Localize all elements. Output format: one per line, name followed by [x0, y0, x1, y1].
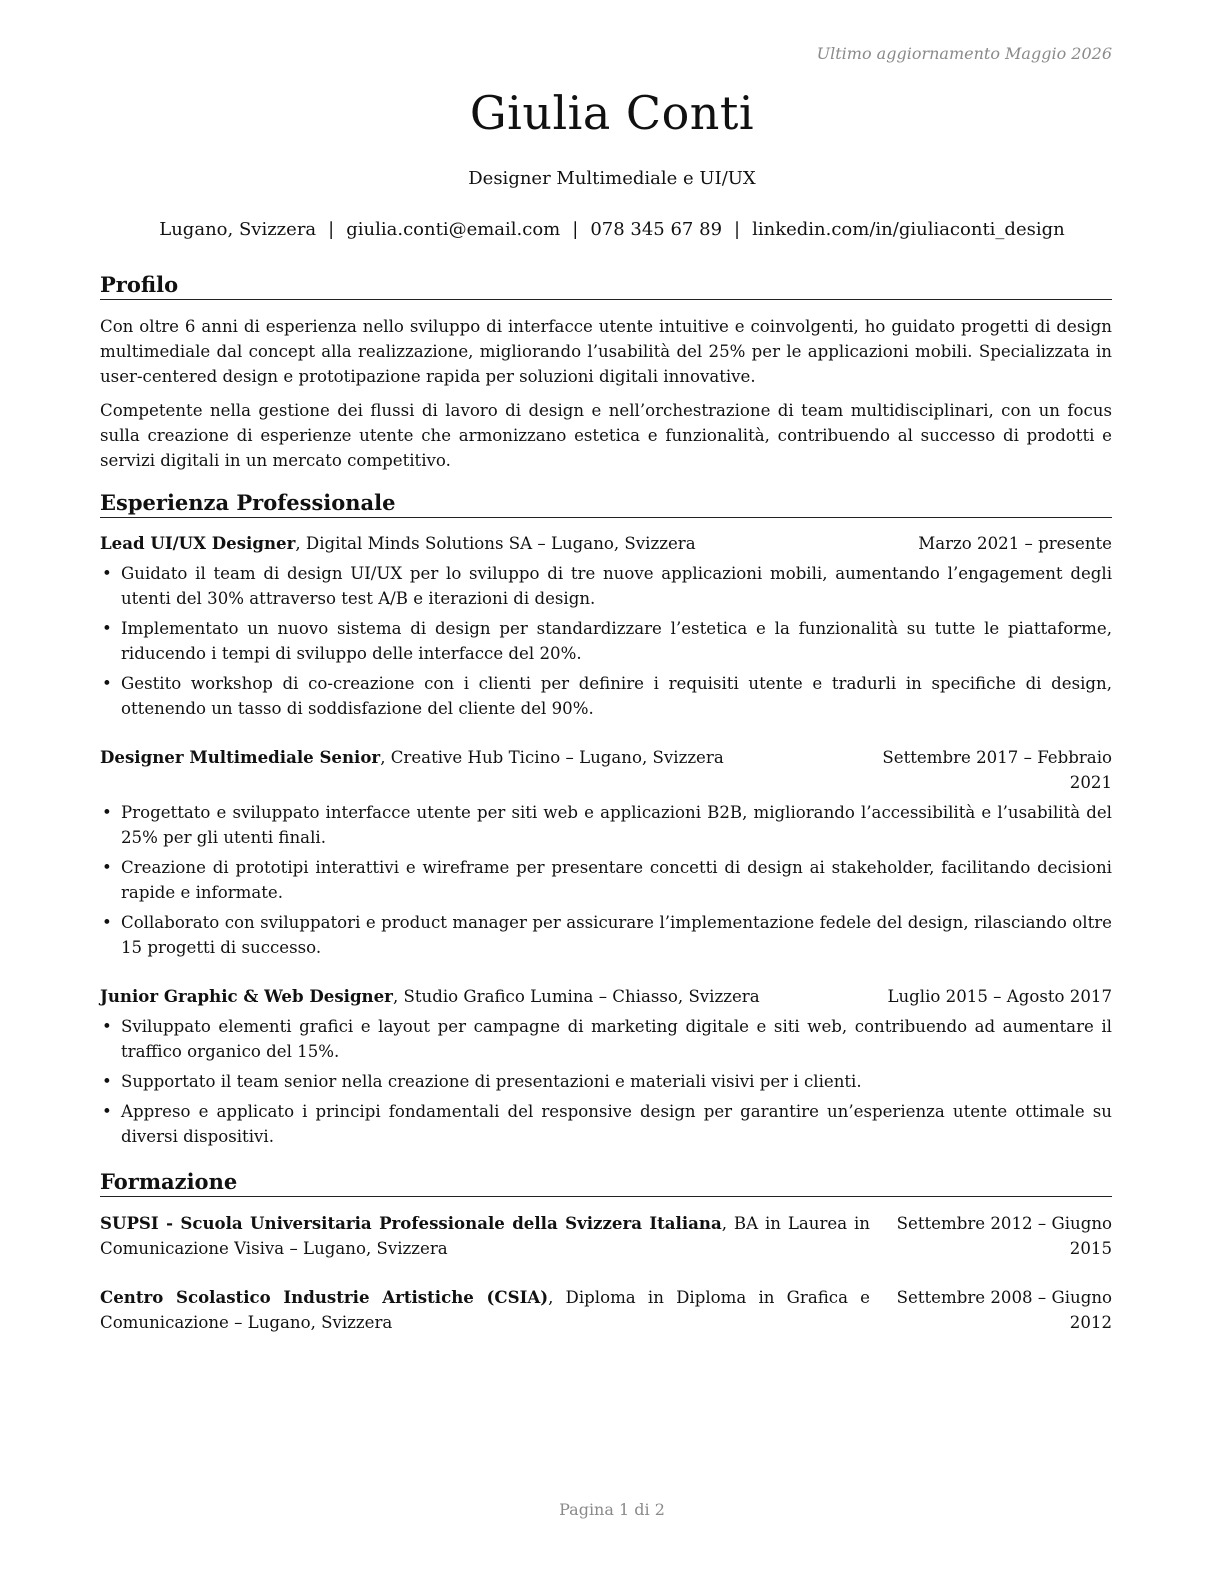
degree-detail: , BA in Laurea in Comunicazione Visiva – Lugano, Svizzera [100, 1214, 870, 1258]
education-section [100, 1169, 1112, 1335]
job-header [100, 984, 1112, 1009]
job-bullet: • Guidato il team di design UI/UX per lo sviluppo di tre nuove applicazioni mobili, aumentando l’engagement degli utenti del 30% attraverso test A/B e iterazioni di design. [100, 561, 1112, 611]
location: Lugano, Svizzera [159, 219, 317, 240]
profile-paragraph: Con oltre 6 anni di esperienza nello sviluppo di interfacce utente intuitive e coinvolgenti, ho guidato progetti di design multimediale dal concept alla realizzazione, migliorando l’usabilità del 25% per le applicazioni mobili. Specializzata in user-centered design e prototipazione rapida per soluzioni digitali innovative. [100, 317, 1112, 386]
separator: | [572, 219, 579, 240]
separator: | [328, 219, 335, 240]
job-bullet: • Collaborato con sviluppatori e product manager per assicurare l’implementazione fedele del design, rilasciando oltre 15 progetti di successo. [100, 910, 1112, 960]
job-company: , Digital Minds Solutions SA – Lugano, Svizzera [295, 534, 696, 553]
job-header [100, 531, 1112, 556]
candidate-name: Giulia Conti [469, 86, 755, 140]
education-entry [100, 1285, 1112, 1335]
candidate-title: Designer Multimediale e UI/UX [468, 168, 756, 189]
job-bullet: • Supportato il team senior nella creazione di presentazioni e materiali visivi per i clienti. [100, 1069, 1112, 1094]
school-name: SUPSI - Scuola Universitaria Professionale della Svizzera Italiana [100, 1213, 722, 1233]
education-dates: Settembre 2012 – Giugno 2015 [896, 1214, 1112, 1258]
job-dates: Settembre 2017 – Febbraio 2021 [882, 748, 1112, 792]
job-role: Lead UI/UX Designer [100, 533, 296, 553]
job-dates: Marzo 2021 – presente [918, 534, 1112, 553]
experience-section [100, 490, 1112, 1149]
job-bullet: • Appreso e applicato i principi fondamentali del responsive design per garantire un’esperienza utente ottimale su diversi dispositivi. [100, 1099, 1112, 1149]
job-bullet: • Implementato un nuovo sistema di design per standardizzare l’estetica e la funzionalità su tutte le piattaforme, riducendo i tempi di sviluppo delle interfacce del 20%. [100, 616, 1112, 666]
job-bullet: • Progettato e sviluppato interfacce utente per siti web e applicazioni B2B, migliorando l’accessibilità e l’usabilità del 25% per gli utenti finali. [100, 800, 1112, 850]
last-updated-note: Ultimo aggiornamento Maggio 2026 [816, 44, 1112, 63]
education-dates: Settembre 2008 – Giugno 2012 [896, 1288, 1112, 1332]
job-bullet: • Gestito workshop di co-creazione con i clienti per definire i requisiti utente e tradurli in specifiche di design, ottenendo un tasso di soddisfazione del cliente del 90%. [100, 671, 1112, 721]
job-entry [100, 531, 1112, 721]
job-role: Junior Graphic & Web Designer [100, 986, 393, 1006]
job-dates: Luglio 2015 – Agosto 2017 [887, 987, 1112, 1006]
education-entry [100, 1211, 1112, 1261]
contact-line [0, 219, 1224, 240]
job-company: , Studio Grafico Lumina – Chiasso, Svizzera [392, 987, 760, 1006]
job-header [100, 745, 1112, 795]
section-title-education: Formazione [100, 1169, 1112, 1197]
job-bullet: • Creazione di prototipi interattivi e wireframe per presentare concetti di design ai stakeholder, facilitando decisioni rapide e informate. [100, 855, 1112, 905]
separator: | [734, 219, 741, 240]
profile-section [100, 272, 1112, 473]
phone-number: 078 345 67 89 [590, 219, 723, 240]
job-role: Designer Multimediale Senior [100, 747, 381, 767]
linkedin-link[interactable]: linkedin.com/in/giuliaconti_design [752, 219, 1065, 240]
job-bullets [100, 1014, 1112, 1149]
job-bullet: • Sviluppato elementi grafici e layout per campagne di marketing digitale e siti web, contribuendo ad aumentare il traffico organico del 15%. [100, 1014, 1112, 1064]
job-entry [100, 745, 1112, 960]
degree-detail: , Diploma in Diploma in Grafica e Comunicazione – Lugano, Svizzera [100, 1288, 870, 1332]
school-name: Centro Scolastico Industrie Artistiche (CSIA) [100, 1287, 549, 1307]
profile-paragraph: Competente nella gestione dei flussi di lavoro di design e nell’orchestrazione di team multidisciplinari, con un focus sulla creazione di esperienze utente che armonizzano estetica e funzionalità, contribuendo al successo di prodotti e servizi digitali in un mercato competitivo. [100, 401, 1112, 470]
email-link[interactable]: giulia.conti@email.com [346, 219, 561, 240]
section-title-profile: Profilo [100, 272, 1112, 300]
job-bullets [100, 800, 1112, 960]
section-title-experience: Esperienza Professionale [100, 490, 1112, 518]
page-number: Pagina 1 di 2 [559, 1500, 665, 1519]
job-entry [100, 984, 1112, 1149]
job-company: , Creative Hub Ticino – Lugano, Svizzera [380, 748, 724, 767]
job-bullets [100, 561, 1112, 721]
